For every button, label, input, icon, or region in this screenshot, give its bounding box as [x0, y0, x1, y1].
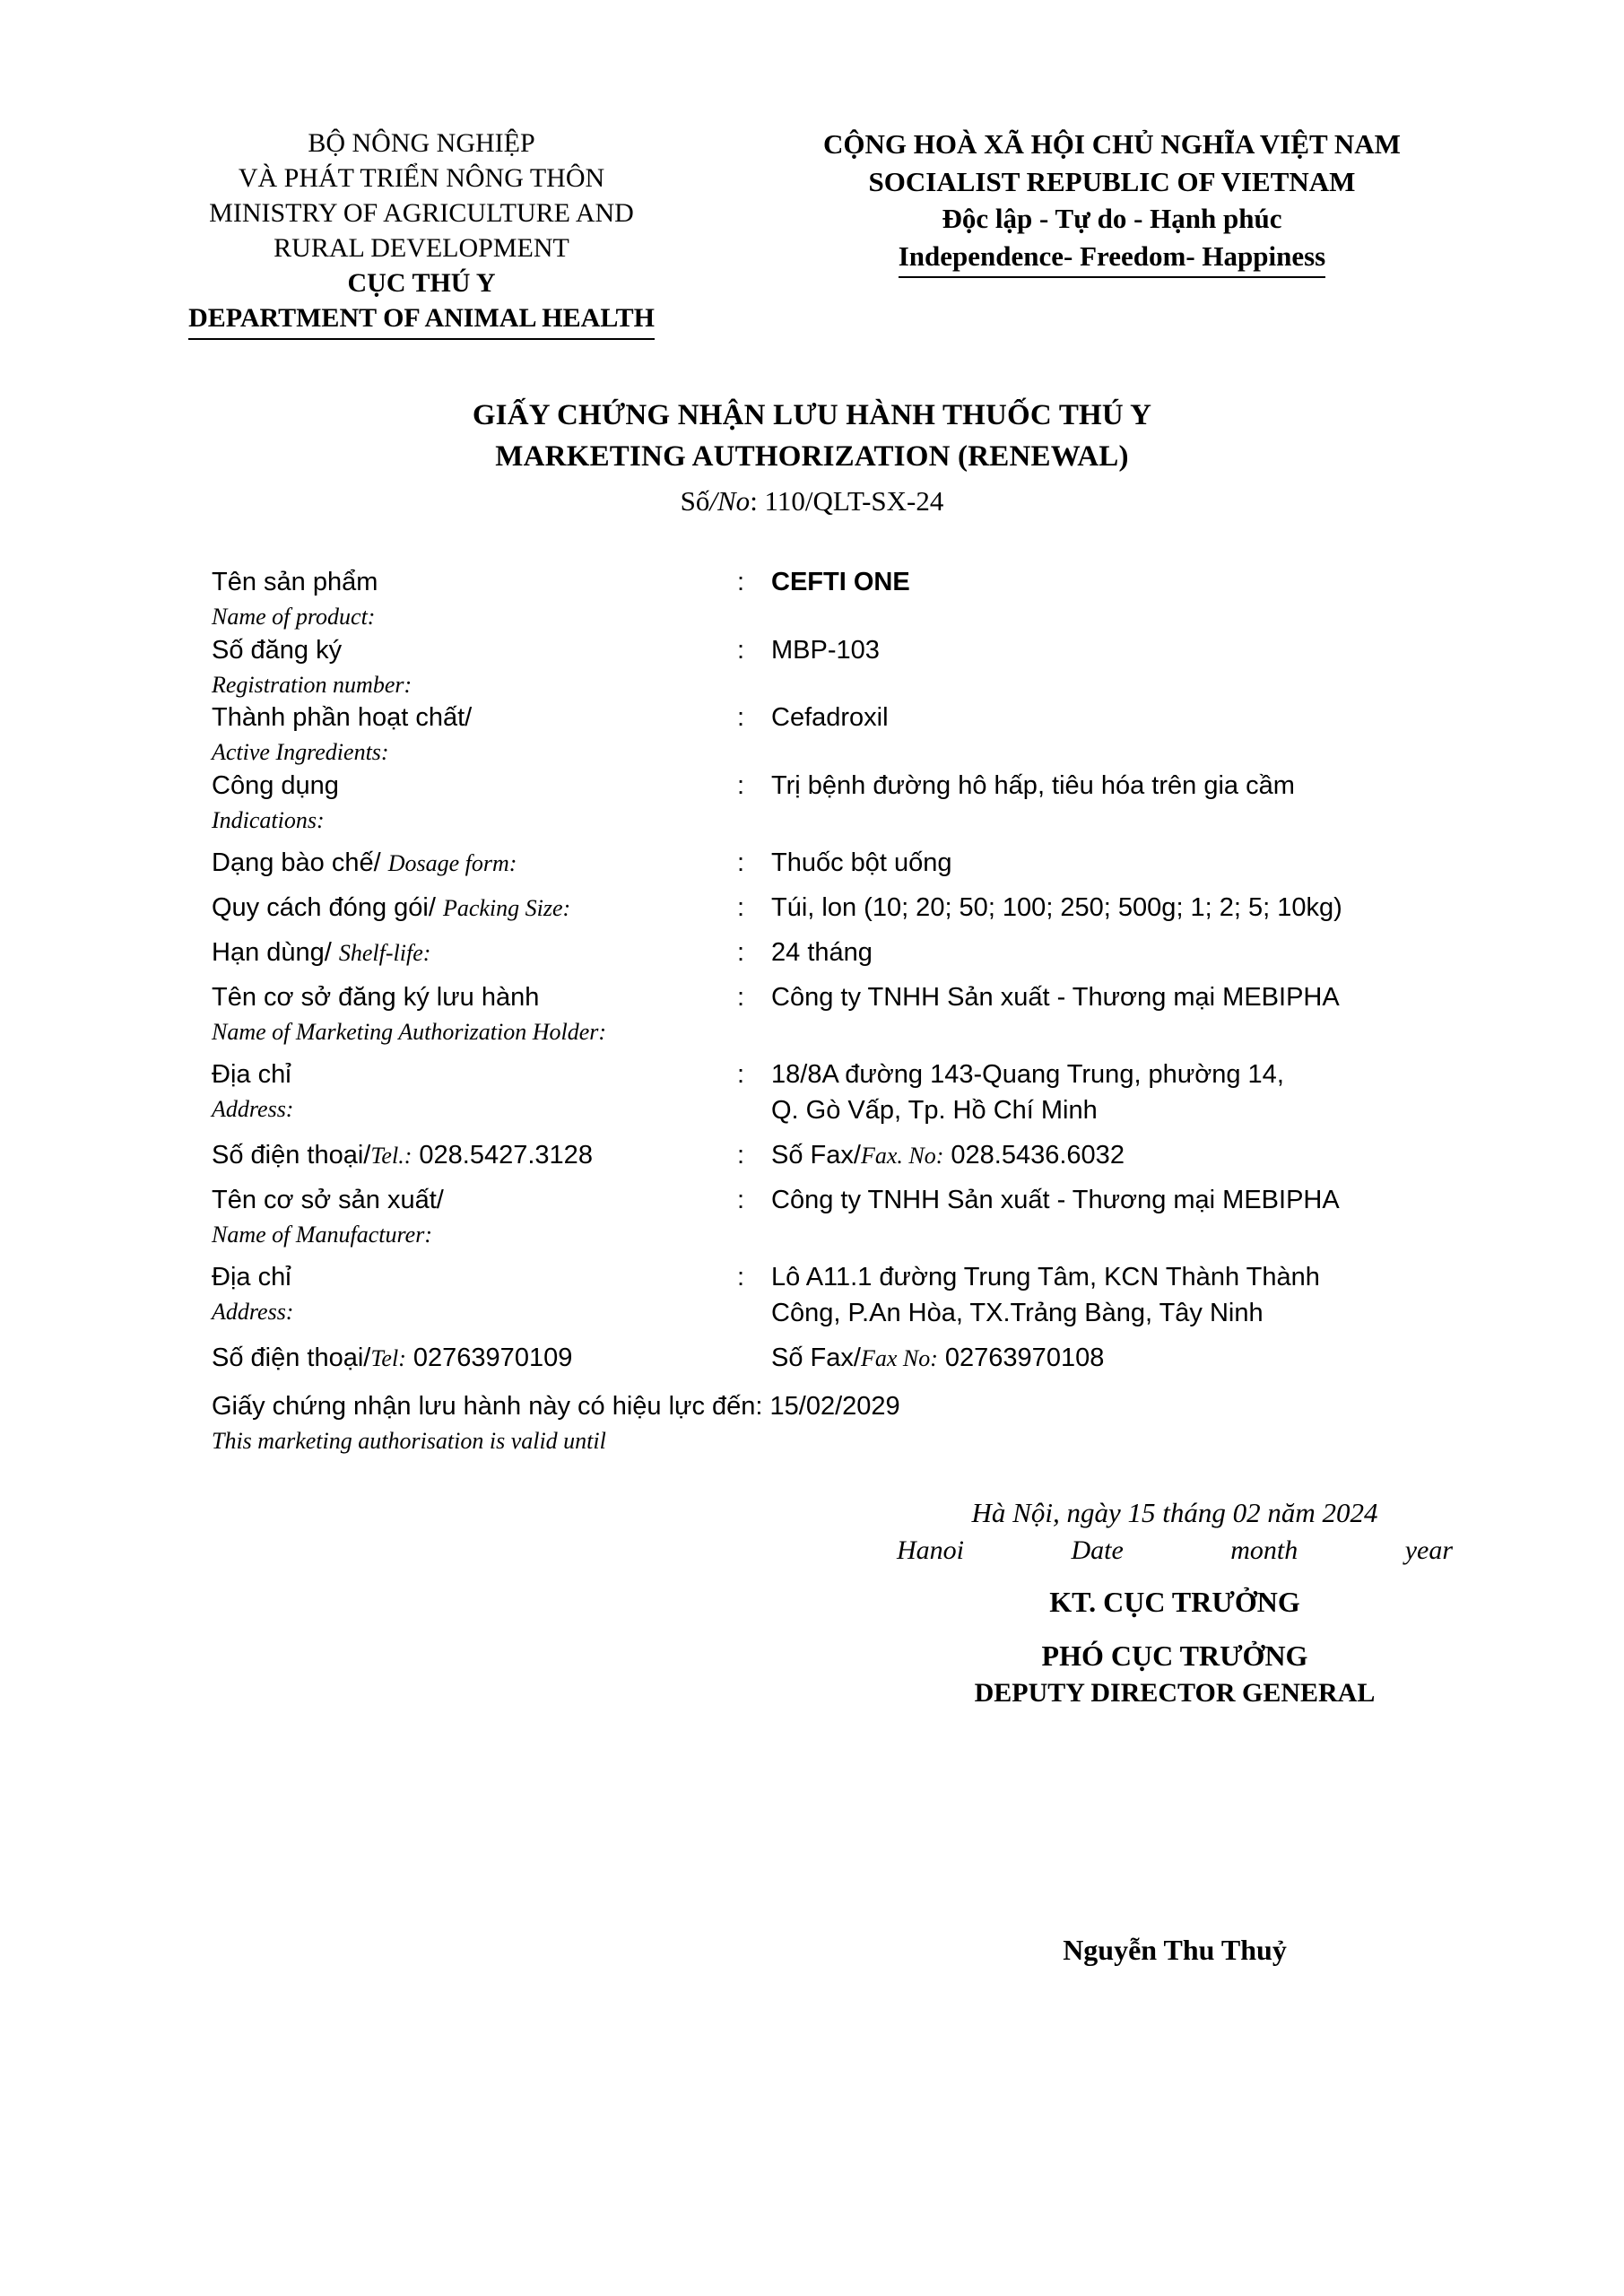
- value-mah-fax: [771, 1137, 1485, 1173]
- motto-vi: Độc lập - Tự do - Hạnh phúc: [942, 203, 1282, 235]
- value-mah-name: Công ty TNHH Sản xuất - Thương mại MEBIPHA: [771, 983, 1340, 1013]
- label-mah-phone-vi: Số điện thoại/: [212, 1140, 371, 1170]
- department-line-en: [108, 300, 735, 340]
- spacer-1: [212, 836, 1485, 845]
- field-row-manufacturer-phone: [212, 1340, 1485, 1376]
- certificate-number: [0, 483, 1624, 521]
- label-product-name-vi: Tên sản phẩm: [212, 567, 378, 596]
- signature-title-line-2: PHÓ CỤC TRƯỞNG: [1041, 1639, 1308, 1672]
- label-packing-size-en: Packing Size:: [442, 895, 571, 922]
- spacer-3: [212, 926, 1485, 935]
- ministry-line-2: VÀ PHÁT TRIỂN NÔNG THÔN: [238, 163, 605, 193]
- spacer-8: [212, 1250, 1485, 1259]
- label-manufacturer-address-en: Address:: [212, 1298, 294, 1325]
- value-manufacturer-phone: 02763970109: [405, 1343, 573, 1372]
- value-packing-size: Túi, lon (10; 20; 50; 100; 250; 500g; 1; 2; 5; 10kg): [771, 893, 1342, 923]
- value-indications: Trị bệnh đường hô hấp, tiêu hóa trên gia cầm: [771, 771, 1295, 801]
- label-mah-phone-en: Tel.:: [370, 1142, 413, 1169]
- label-mah-address-en: Address:: [212, 1095, 294, 1122]
- field-row-packing-size: [212, 890, 1485, 926]
- colon-manufacturer-name: :: [737, 1185, 745, 1214]
- label-active-ingredients-vi: Thành phần hoạt chất/: [212, 703, 473, 733]
- department-line-vi: CỤC THÚ Y: [347, 268, 496, 298]
- colon-shelf-life: :: [737, 938, 745, 968]
- title-vi: GIẤY CHỨNG NHẬN LƯU HÀNH THUỐC THÚ Y: [472, 399, 1152, 431]
- label-mah-name-vi: Tên cơ sở đăng ký lưu hành: [212, 983, 540, 1013]
- colon-active-ingredients: :: [737, 703, 745, 733]
- value-mah-phone: 028.5427.3128: [412, 1140, 593, 1170]
- label-dosage-form-en: Dosage form:: [387, 850, 517, 877]
- label-manufacturer-name-en: Name of Manufacturer:: [212, 1222, 432, 1248]
- colon-product-name: :: [737, 567, 745, 596]
- label-packing-size: [212, 890, 737, 926]
- colon-packing-size: :: [737, 893, 745, 923]
- colon-mah-phone: :: [737, 1140, 745, 1170]
- value-mah-address-line2: Q. Gò Vấp, Tp. Hồ Chí Minh: [771, 1095, 1098, 1125]
- label-mah-phone: [212, 1137, 737, 1173]
- header-republic-block: [735, 126, 1489, 278]
- field-row-product-name: [212, 564, 1485, 600]
- label-indications-en: Indications:: [212, 807, 325, 834]
- field-row-mah-address-continued: [212, 1092, 1485, 1128]
- label-manufacturer-phone-vi: Số điện thoại/: [212, 1343, 371, 1372]
- value-manufacturer-fax: [771, 1340, 1485, 1376]
- colon-manufacturer-address: :: [737, 1262, 745, 1292]
- label-manufacturer-address-vi: Địa chỉ: [212, 1262, 291, 1292]
- colon-registration-number: :: [737, 635, 745, 665]
- certificate-number-value: : 110/QLT-SX-24: [750, 485, 944, 517]
- title-en: MARKETING AUTHORIZATION (RENEWAL): [495, 439, 1129, 473]
- value-manufacturer-name: Công ty TNHH Sản xuất - Thương mại MEBIPHA: [771, 1185, 1340, 1214]
- certificate-number-label-en: /No: [709, 485, 751, 517]
- label-mah-name-en: Name of Marketing Authorization Holder:: [212, 1019, 607, 1046]
- value-mah-fax-number: 028.5436.6032: [943, 1140, 1125, 1170]
- field-row-manufacturer-address-continued: [212, 1295, 1485, 1331]
- field-row-indications: [212, 768, 1485, 804]
- label-dosage-form-vi: Dạng bào chế/: [212, 848, 381, 878]
- signature-date-vi: Hà Nội, ngày 15 tháng 02 năm 2024: [971, 1496, 1378, 1528]
- colon-dosage-form: :: [737, 848, 745, 878]
- label-registration-number-en: Registration number:: [212, 671, 413, 698]
- field-row-registration-number: [212, 632, 1485, 668]
- motto-en-text: Independence- Freedom- Happiness: [899, 238, 1326, 279]
- field-row-shelf-life: [212, 935, 1485, 970]
- certificate-number-label-vi: Số: [680, 485, 710, 517]
- label-indications-vi: Công dụng: [212, 771, 339, 801]
- motto-en: [735, 238, 1489, 279]
- value-mah-address-line1: 18/8A đường 143-Quang Trung, phường 14,: [771, 1059, 1284, 1089]
- label-packing-size-vi: Quy cách đóng gói/: [212, 893, 436, 923]
- spacer-6: [212, 1128, 1485, 1137]
- spacer-7: [212, 1173, 1485, 1182]
- department-line-en-text: DEPARTMENT OF ANIMAL HEALTH: [188, 300, 655, 340]
- label-manufacturer-phone-en: Tel:: [370, 1344, 406, 1371]
- label-shelf-life-en: Shelf-life:: [338, 940, 431, 967]
- validity-line-vi: Giấy chứng nhận lưu hành này có hiệu lực đến: 15/02/2029: [212, 1391, 900, 1421]
- signature-date-en-month: month: [1230, 1535, 1298, 1566]
- ministry-line-4: RURAL DEVELOPMENT: [274, 233, 569, 263]
- ministry-line-3: MINISTRY OF AGRICULTURE AND: [209, 198, 634, 228]
- header-ministry-block: [108, 126, 735, 340]
- colon-mah-address: :: [737, 1059, 745, 1089]
- value-registration-number: MBP-103: [771, 635, 880, 665]
- label-shelf-life: [212, 935, 737, 970]
- field-row-manufacturer-address: [212, 1259, 1485, 1295]
- republic-line-en: SOCIALIST REPUBLIC OF VIETNAM: [868, 165, 1356, 197]
- value-manufacturer-address-line1: Lô A11.1 đường Trung Tâm, KCN Thành Thành: [771, 1262, 1320, 1292]
- field-row-manufacturer-name: [212, 1182, 1485, 1218]
- label-shelf-life-vi: Hạn dùng/: [212, 938, 332, 968]
- label-dosage-form: [212, 845, 737, 881]
- colon-indications: :: [737, 771, 745, 801]
- signature-block: [861, 1494, 1489, 1968]
- signature-date-en-year: year: [1404, 1535, 1453, 1566]
- field-row-mah-address: [212, 1057, 1485, 1092]
- signature-date-en-city: Hanoi: [897, 1535, 964, 1566]
- label-active-ingredients-en: Active Ingredients:: [212, 739, 389, 766]
- field-row-mah-phone: [212, 1137, 1485, 1173]
- spacer-9: [212, 1331, 1485, 1340]
- signature-title-en: DEPUTY DIRECTOR GENERAL: [974, 1677, 1376, 1708]
- field-row-dosage-form: [212, 845, 1485, 881]
- colon-mah-name: :: [737, 983, 745, 1013]
- value-product-name: CEFTI ONE: [771, 567, 910, 596]
- spacer-2: [212, 881, 1485, 890]
- label-mah-fax-vi: Số Fax/: [771, 1140, 861, 1170]
- value-manufacturer-address-line2: Công, P.An Hòa, TX.Trảng Bàng, Tây Ninh: [771, 1298, 1264, 1327]
- label-mah-address-vi: Địa chỉ: [212, 1059, 291, 1089]
- label-manufacturer-name-vi: Tên cơ sở sản xuất/: [212, 1185, 444, 1214]
- value-dosage-form: Thuốc bột uống: [771, 848, 952, 878]
- spacer-4: [212, 970, 1485, 979]
- signature-name: Nguyễn Thu Thuỷ: [1063, 1934, 1287, 1967]
- label-registration-number-vi: Số đăng ký: [212, 635, 343, 665]
- document-header: [0, 0, 1624, 340]
- field-row-mah-name: [212, 979, 1485, 1015]
- republic-line-vi: CỘNG HOÀ XÃ HỘI CHỦ NGHĨA VIỆT NAM: [823, 128, 1401, 160]
- certificate-fields: [212, 564, 1485, 1457]
- field-row-active-ingredients: [212, 700, 1485, 735]
- signature-title-line-1: KT. CỤC TRƯỞNG: [1049, 1586, 1300, 1619]
- signature-date-en: [861, 1533, 1489, 1569]
- label-manufacturer-phone: [212, 1340, 737, 1376]
- spacer-5: [212, 1048, 1485, 1057]
- value-manufacturer-fax-number: 02763970108: [937, 1343, 1105, 1372]
- signature-date-en-date: Date: [1071, 1535, 1124, 1566]
- label-manufacturer-fax-en: Fax No:: [860, 1344, 938, 1371]
- label-mah-fax-en: Fax. No:: [860, 1142, 944, 1169]
- document-title-block: [0, 396, 1624, 521]
- label-product-name-en: Name of product:: [212, 603, 376, 630]
- label-manufacturer-fax-vi: Số Fax/: [771, 1343, 861, 1372]
- validity-line-en: This marketing authorisation is valid until: [212, 1427, 606, 1454]
- value-active-ingredients: Cefadroxil: [771, 703, 889, 733]
- value-shelf-life: 24 tháng: [771, 938, 873, 968]
- ministry-line-1: BỘ NÔNG NGHIỆP: [308, 128, 535, 158]
